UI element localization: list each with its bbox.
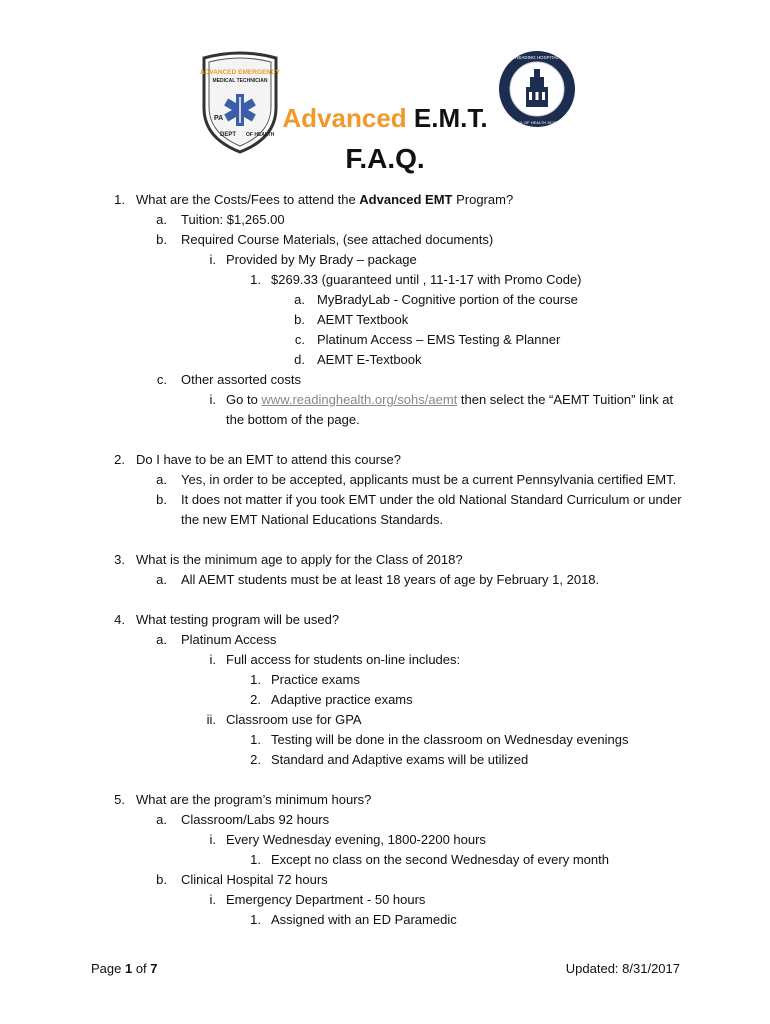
q5a-marker: a. [156,812,167,827]
q1a-text: Tuition: $1,265.00 [181,212,285,227]
q5-number: 5. [114,792,125,807]
page-number-mid: of [132,961,151,976]
q5ai-marker: i. [209,832,216,847]
q2-number: 2. [114,452,125,467]
q1bi1d-marker: d. [294,352,305,367]
q4a-marker: a. [156,632,167,647]
q2a-marker: a. [156,472,167,487]
q5bi-marker: i. [209,892,216,907]
title-accent: Advanced [282,103,407,133]
q1bi1-marker: 1. [250,272,261,287]
q1-number: 1. [114,192,125,207]
q5b-marker: b. [156,872,167,887]
q1-text-post: Program? [452,192,514,207]
updated-date: Updated: 8/31/2017 [565,961,680,976]
q1c-marker: c. [156,372,167,387]
q1c-text: Other assorted costs [181,372,301,387]
q1bi-marker: i. [209,252,216,267]
q4ai-marker: i. [209,652,216,667]
q4-text: What testing program will be used? [136,612,340,627]
q1-text-pre: What are the Costs/Fees to attend the [136,192,360,207]
q5bi1-marker: 1. [250,912,261,927]
patch-text-health: OF HEALTH [246,132,275,138]
q1bi1b-marker: b. [294,312,305,327]
q1ci-text-post: then select the “AEMT Tuition” link at [457,392,674,407]
page-number [91,958,158,980]
patch-text-advanced: ADVANCED EMERGENCY [199,69,281,76]
page-number-pre: Page [91,961,125,976]
q4-number: 4. [114,612,125,627]
q5bi1-text: Assigned with an ED Paramedic [271,912,457,927]
q4aii-text: Classroom use for GPA [226,712,362,727]
q1bi-text: Provided by My Brady – package [226,252,417,267]
q1bi1d-text: AEMT E-Textbook [317,352,422,367]
q1bi1-text: $269.33 (guaranteed until , 11-1-17 with Promo Code) [271,272,582,287]
q3-number: 3. [114,552,125,567]
q2b-marker: b. [156,492,167,507]
q2-text: Do I have to be an EMT to attend this course? [136,452,401,467]
q2b-text: It does not matter if you took EMT under the old National Standard Curriculum or under [181,492,682,507]
q5b-text: Clinical Hospital 72 hours [181,872,328,887]
patch-text-dept: DEPT [220,132,237,138]
q5-text: What are the program’s minimum hours? [136,792,372,807]
q4ai-text: Full access for students on-line includes: [226,652,461,667]
q1bi1a-marker: a. [294,292,305,307]
q1-text [136,190,513,210]
q5bi-text: Emergency Department - 50 hours [226,892,426,907]
q1a-marker: a. [156,212,167,227]
q1bi1a-text: MyBradyLab - Cognitive portion of the course [317,292,578,307]
q1bi1c-text: Platinum Access – EMS Testing & Planner [317,332,561,347]
q1b-text: Required Course Materials, (see attached documents) [181,232,494,247]
q4aii2-marker: 2. [250,752,261,767]
q5ai1-marker: 1. [250,852,261,867]
q4a-text: Platinum Access [181,632,277,647]
q4ai1-text: Practice exams [271,672,360,687]
q2a-text: Yes, in order to be accepted, applicants must be a current Pennsylvania certified EMT. [181,472,677,487]
q1bi1b-text: AEMT Textbook [317,312,409,327]
aemt-tuition-link[interactable]: www.readinghealth.org/sohs/aemt [261,392,458,407]
advanced-emt-patch-icon [198,50,282,154]
patch-text-mt: MEDICAL TECHNICIAN [212,78,268,84]
title-rest: E.M.T. [406,103,488,133]
q1b-marker: b. [156,232,167,247]
q4aii1-text: Testing will be done in the classroom on Wednesday evenings [271,732,629,747]
patch-text-pa: PA [214,115,224,122]
seal-text-top: READING HOSPITAL [515,55,559,60]
page-subtitle: F.A.Q. [345,143,425,174]
q4aii-marker: ii. [206,712,216,727]
q4ai1-marker: 1. [250,672,261,687]
seal-text-bottom: SCHOOL OF HEALTH SCIENCES [506,120,568,125]
q4ai2-text: Adaptive practice exams [271,692,413,707]
page-title [0,103,770,134]
page-number-current: 1 [124,961,133,976]
q5a-text: Classroom/Labs 92 hours [181,812,330,827]
q4ai2-marker: 2. [250,692,261,707]
q1-text-bold: Advanced EMT [359,192,453,207]
q1ci-text-pre: Go to [226,392,262,407]
q3a-text: All AEMT students must be at least 18 years of age by February 1, 2018. [181,572,600,587]
q1ci-text [226,390,673,410]
q1ci-marker: i. [209,392,216,407]
q2b-text-cont: the new EMT National Educations Standards. [181,512,444,527]
q1ci-text-cont: the bottom of the page. [226,412,360,427]
q4aii1-marker: 1. [250,732,261,747]
q3a-marker: a. [156,572,167,587]
page-number-total: 7 [150,961,158,976]
q5ai-text: Every Wednesday evening, 1800-2200 hours [226,832,486,847]
q5ai1-text: Except no class on the second Wednesday of every month [271,852,609,867]
q4aii2-text: Standard and Adaptive exams will be utilized [271,752,529,767]
q1bi1c-marker: c. [294,332,305,347]
q3-text: What is the minimum age to apply for the Class of 2018? [136,552,463,567]
